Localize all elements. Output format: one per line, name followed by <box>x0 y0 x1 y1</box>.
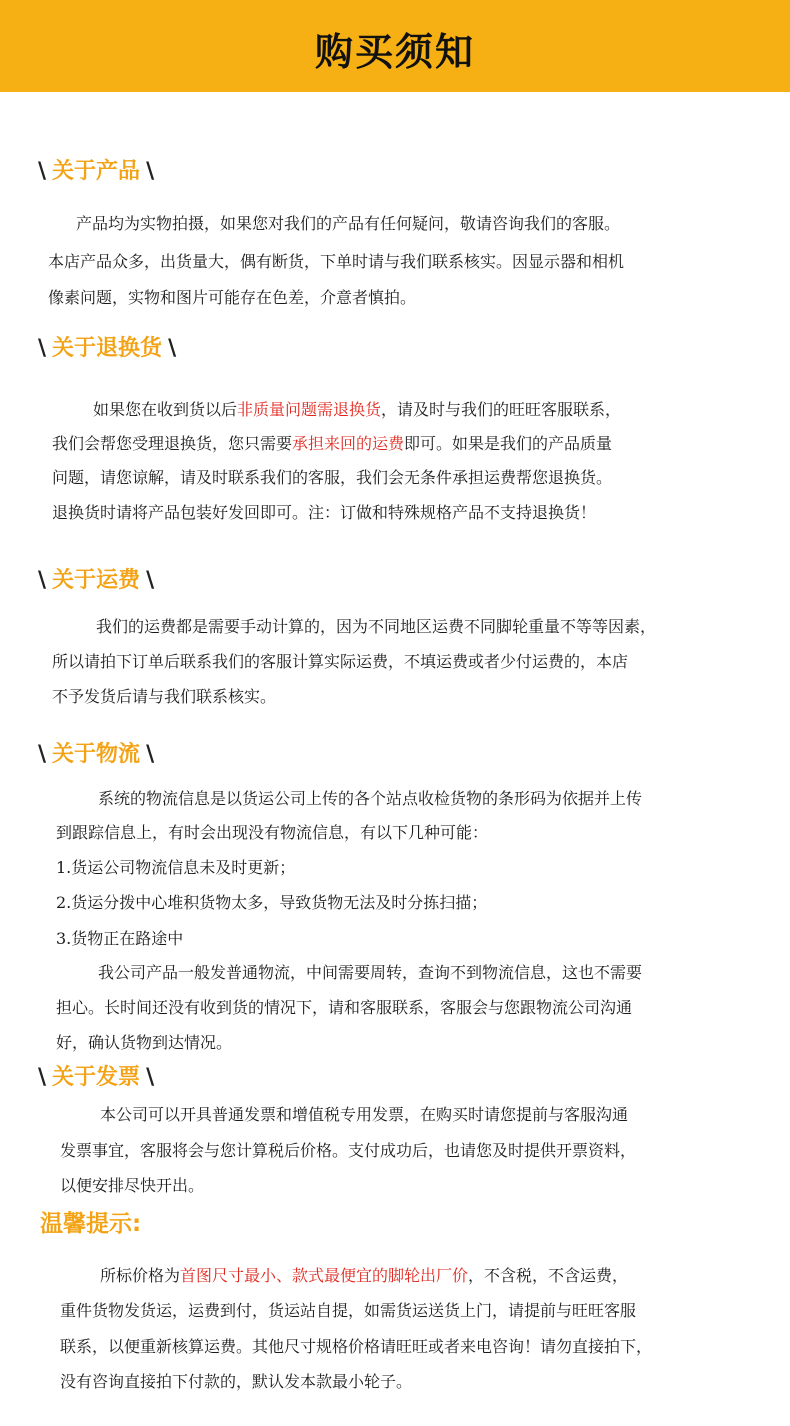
section-name: 关于运费 <box>52 568 141 593</box>
slash-icon: \ <box>38 568 47 593</box>
slash-icon: \ <box>146 1065 155 1090</box>
highlight-text: 首图尺寸最小、款式最便宜的脚轮出厂价 <box>180 1266 469 1285</box>
section-title-returns <box>38 334 176 364</box>
text-span: 如果您在收到货以后 <box>93 400 238 419</box>
paragraph-line: 本公司可以开具普通发票和增值税专用发票，在购买时请您提前与客服沟通 <box>100 1105 629 1124</box>
text-span: ，不含税，不含运费， <box>468 1266 629 1285</box>
section-name: 关于退换货 <box>52 336 163 361</box>
paragraph-line: 重件货物发货运，运费到付，货运站自提，如需货运送货上门，请提前与旺旺客服 <box>60 1301 637 1320</box>
slash-icon: \ <box>38 336 47 361</box>
paragraph-line: 联系，以便重新核算运费。其他尺寸规格价格请旺旺或者来电咨询！请勿直接拍下， <box>60 1337 653 1356</box>
tips-title: 温馨提示: <box>40 1211 142 1237</box>
paragraph-line: 没有咨询直接拍下付款的，默认发本款最小轮子。 <box>60 1372 413 1391</box>
section-title-product <box>38 157 154 187</box>
text-span: 即可。如果是我们的产品质量 <box>404 434 613 453</box>
paragraph-line: 以便安排尽快开出。 <box>60 1176 205 1195</box>
slash-icon: \ <box>38 1065 47 1090</box>
slash-icon: \ <box>38 742 47 767</box>
section-name: 关于物流 <box>52 742 141 767</box>
list-item: 2.货运分拨中心堆积货物太多，导致货物无法及时分拣扫描； <box>56 893 488 912</box>
paragraph-line: 到跟踪信息上，有时会出现没有物流信息，有以下几种可能： <box>56 823 489 842</box>
paragraph-line: 本店产品众多，出货量大，偶有断货，下单时请与我们联系核实。因显示器和相机 <box>48 252 625 271</box>
paragraph-line: 我公司产品一般发普通物流，中间需要周转，查询不到物流信息，这也不需要 <box>98 963 643 982</box>
header-banner <box>0 0 790 92</box>
text-span: ，请及时与我们的旺旺客服联系， <box>381 400 622 419</box>
slash-icon: \ <box>146 159 155 184</box>
paragraph-line: 不予发货后请与我们联系核实。 <box>52 687 277 706</box>
paragraph-line: 像素问题，实物和图片可能存在色差，介意者慎拍。 <box>48 288 417 307</box>
text-span: 我们会帮您受理退换货，您只需要 <box>52 434 293 453</box>
paragraph-line: 所以请拍下订单后联系我们的客服计算实际运费，不填运费或者少付运费的，本店 <box>52 652 629 671</box>
section-title-invoice <box>38 1063 154 1093</box>
paragraph-line: 系统的物流信息是以货运公司上传的各个站点收检货物的条形码为依据并上传 <box>98 789 643 808</box>
paragraph-line: 担心。长时间还没有收到货的情况下，请和客服联系，客服会与您跟物流公司沟通 <box>56 998 633 1017</box>
section-title-shipping-fee <box>38 566 154 596</box>
slash-icon: \ <box>38 159 47 184</box>
paragraph-line <box>52 434 612 454</box>
highlight-text: 承担来回的运费 <box>292 434 405 453</box>
text-span: 所标价格为 <box>100 1266 181 1285</box>
paragraph-line: 退换货时请将产品包装好发回即可。注：订做和特殊规格产品不支持退换货！ <box>52 503 597 522</box>
page-title: 购买须知 <box>314 29 475 74</box>
section-name: 关于发票 <box>52 1065 141 1090</box>
paragraph-line <box>100 1266 628 1286</box>
section-title-logistics <box>38 740 154 770</box>
paragraph-line: 产品均为实物拍摄，如果您对我们的产品有任何疑问，敬请咨询我们的客服。 <box>76 214 621 233</box>
section-name: 关于产品 <box>52 159 141 184</box>
paragraph-line: 我们的运费都是需要手动计算的，因为不同地区运费不同脚轮重量不等等因素， <box>96 617 657 636</box>
highlight-text: 非质量问题需退换货 <box>237 400 382 419</box>
slash-icon: \ <box>146 568 155 593</box>
paragraph-line: 好，确认货物到达情况。 <box>56 1033 233 1052</box>
paragraph-line: 问题，请您谅解，请及时联系我们的客服，我们会无条件承担运费帮您退换货。 <box>52 468 613 487</box>
slash-icon: \ <box>146 742 155 767</box>
list-item: 1.货运公司物流信息未及时更新； <box>56 858 296 877</box>
list-item: 3.货物正在路途中 <box>56 929 184 948</box>
slash-icon: \ <box>168 336 177 361</box>
paragraph-line: 发票事宜，客服将会与您计算税后价格。支付成功后，也请您及时提供开票资料， <box>60 1141 637 1160</box>
paragraph-line <box>93 400 621 420</box>
